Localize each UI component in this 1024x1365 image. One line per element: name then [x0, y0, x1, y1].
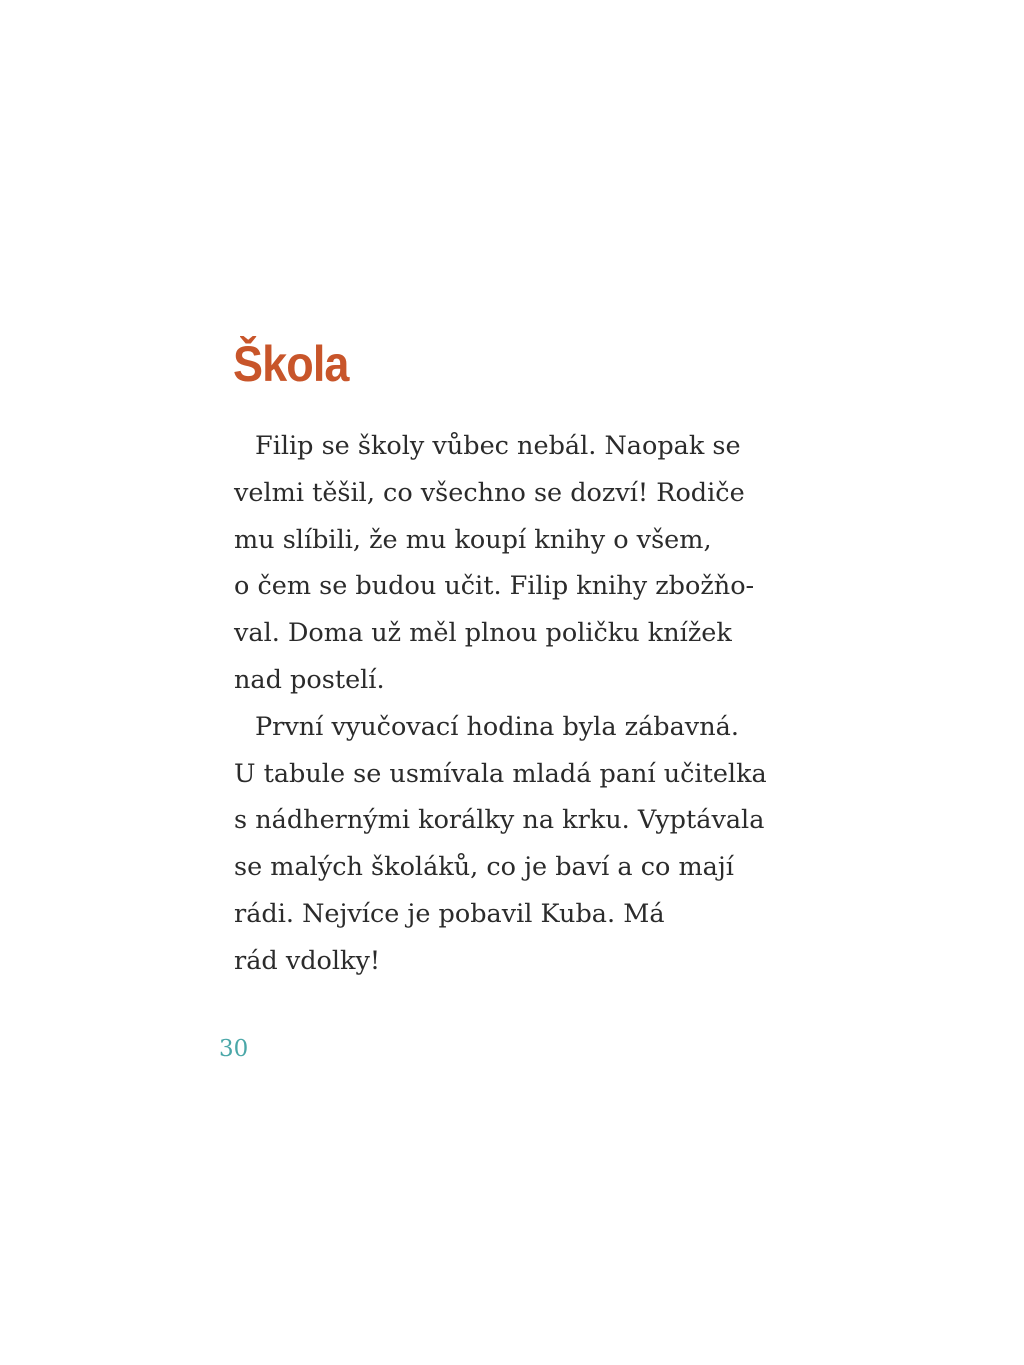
paragraph-1-line-6: nad postelí.	[234, 664, 385, 695]
paragraph-2-line-6: rád vdolky!	[234, 945, 381, 976]
chapter-title: Škola	[233, 336, 349, 392]
paragraph-2-line-5: rádi. Nejvíce je pobavil Kuba. Má	[234, 898, 665, 929]
paragraph-1-line-1: Filip se školy vůbec nebál. Naopak se	[255, 431, 741, 461]
paragraph-1-line-2: velmi těšil, co všechno se dozví! Rodiče	[234, 477, 745, 508]
paragraph-2-line-3: s nádhernými korálky na krku. Vyptávala	[234, 805, 765, 836]
paragraph-1-line-5: val. Doma už měl plnou poličku knížek	[234, 618, 732, 649]
paragraph-2-line-1: První vyučovací hodina byla zábavná.	[255, 711, 739, 742]
page-number: 30	[219, 1036, 249, 1062]
paragraph-1-line-3: mu slíbili, že mu koupí knihy o všem,	[234, 524, 712, 555]
paragraph-2-line-2: U tabule se usmívala mladá paní učitelka	[234, 758, 767, 789]
chapter-body	[234, 423, 794, 985]
paragraph-1-line-4: o čem se budou učit. Filip knihy zbožňo-	[234, 571, 755, 602]
paragraph-2-line-4: se malých školáků, co je baví a co mají	[234, 852, 734, 883]
